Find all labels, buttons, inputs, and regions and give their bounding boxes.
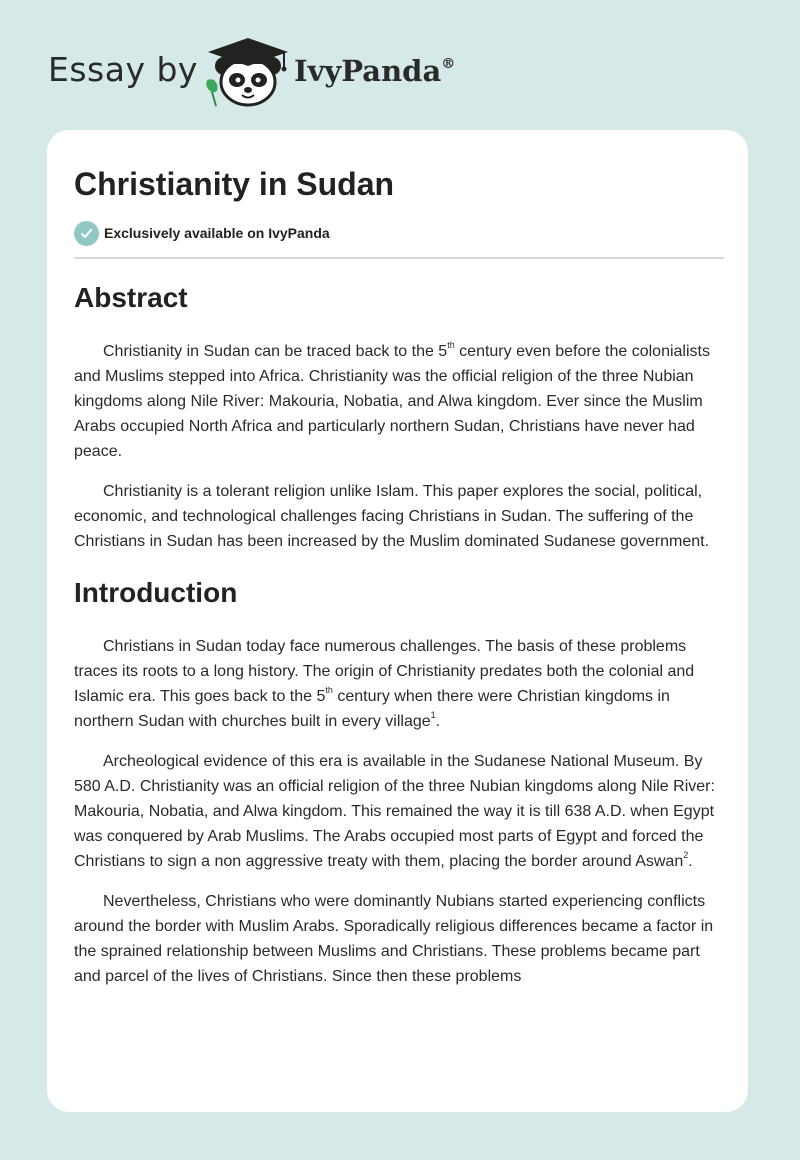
footnote-ref[interactable]: 2 xyxy=(683,849,689,860)
paragraph: Christianity in Sudan can be traced back to the 5th century even before the colonialists and Muslims stepped into Africa. Christianity was the official religion of the three Nubian kingdoms along Nile River: Makouria, Nobatia, and Alwa kingdom. Ever since the Muslim Arabs occupied North Africa and particularly northern Sudan, Christians have never had peace. xyxy=(74,339,710,460)
essay-card xyxy=(47,130,748,1112)
section-heading-introduction: Introduction xyxy=(74,577,238,608)
exclusive-badge xyxy=(74,220,724,246)
exclusive-badge-text: Exclusively available on IvyPanda xyxy=(104,225,330,241)
check-circle-icon xyxy=(74,221,99,246)
brand-name[interactable]: IvyPanda® xyxy=(294,54,456,88)
brand-prefix: Essay by xyxy=(48,50,198,89)
panda-graduate-logo-icon[interactable] xyxy=(200,36,296,108)
abstract-body xyxy=(74,339,724,554)
site-header xyxy=(48,36,548,108)
paragraph: Christianity is a tolerant religion unlike Islam. This paper explores the social, political, economic, and technological challenges facing Christians in Sudan. The suffering of the Christians in Sudan has been increased by the Muslim dominated Sudanese government. xyxy=(74,483,710,550)
paragraph: Nevertheless, Christians who were dominantly Nubians started experiencing conflicts around the border with Muslim Arabs. Sporadically religious differences became a factor in the sprained relationship between Muslims and Christians. These problems became part and parcel of the lives of Christians. Since then these problems xyxy=(74,893,714,985)
title-divider xyxy=(74,257,724,259)
footnote-ref[interactable]: 1 xyxy=(430,709,436,720)
section-heading-abstract: Abstract xyxy=(74,282,188,313)
essay-content xyxy=(74,164,724,1004)
introduction-body xyxy=(74,634,724,989)
paragraph: Archeological evidence of this era is available in the Sudanese National Museum. By 580 A.D. Christianity was an official religion of the three Nubian kingdoms along Nile River: Makouria, Nobatia, and Alwa kingdom. This remained the way it is till 638 A.D. when Egypt was conquered by Arab Muslims. The Arabs occupied most parts of Egypt and forced the Christians to sign a non aggressive treaty with them, placing the border around Aswan$^2$. xyxy=(74,753,715,870)
paragraph: Christians in Sudan today face numerous challenges. The basis of these problems traces its roots to a long history. The origin of Christianity predates both the colonial and Islamic era. This goes back to the 5th century when there were Christian kingdoms in northern Sudan with churches built in every village$^1$. xyxy=(74,638,695,730)
page-title: Christianity in Sudan xyxy=(74,166,395,202)
